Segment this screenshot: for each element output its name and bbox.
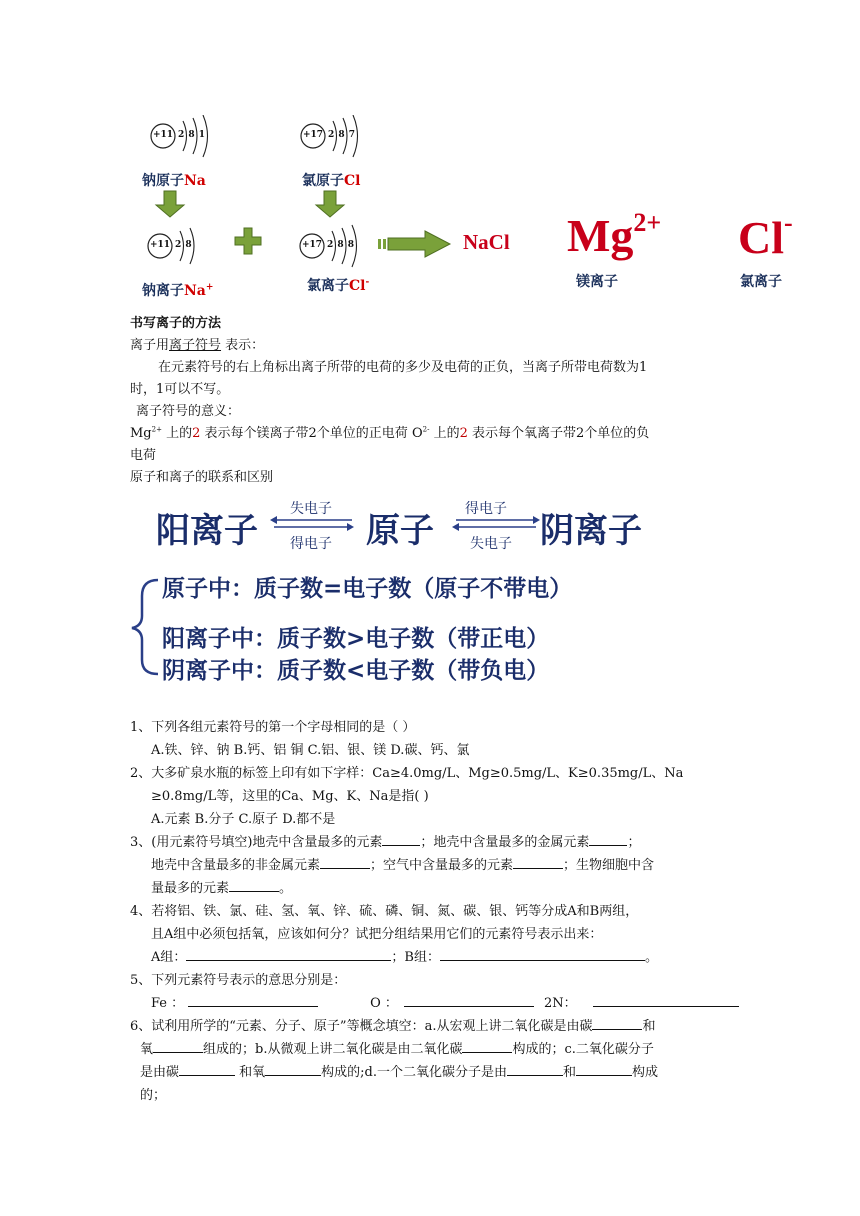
question-3: 3、(用元素符号填空)地壳中含量最多的元素 ；地壳中含量最多的金属元素 ； bbox=[130, 835, 641, 850]
answer-blank[interactable] bbox=[153, 1040, 203, 1053]
na-ion-label: 钠离子Na+ bbox=[142, 282, 214, 299]
cl-ion-symbol: Cl- bbox=[738, 208, 793, 263]
cation-label: 阳离子 bbox=[156, 511, 258, 551]
question-3-cont: 地壳中含量最多的非金属元素 ；空气中含量最多的元素 ；生物细胞中含 bbox=[151, 858, 655, 873]
nucleus-charge: +11 bbox=[150, 240, 171, 250]
shell-electrons: 2 8 1 bbox=[178, 130, 206, 140]
question-6-cont: 是由碳 和氧 构成的;d.一个二氧化碳分子是由 和 构成 bbox=[140, 1065, 659, 1080]
question-3-cont: 量最多的元素 。 bbox=[151, 881, 293, 896]
question-4-answer: A组： ；B组： 。 bbox=[151, 950, 658, 965]
question-5: 5、下列元素符号表示的意思分别是： bbox=[130, 973, 347, 988]
shell-electrons: 2 8 7 bbox=[328, 130, 356, 140]
answer-blank[interactable] bbox=[179, 1063, 235, 1076]
shell-electrons: 2 8 8 bbox=[327, 240, 355, 250]
cl-ion-label: 氯离子 bbox=[740, 274, 782, 290]
gain-electron-label: 得电子 bbox=[465, 501, 507, 517]
answer-blank[interactable] bbox=[229, 879, 279, 892]
question-2-cont: ≥0.8mg/L等，这里的Ca、Mg、K、Na是指( ) bbox=[151, 789, 429, 804]
answer-blank[interactable] bbox=[462, 1040, 512, 1053]
question-6-cont: 的； bbox=[140, 1088, 167, 1103]
notation-rule-cont: 时，1可以不写。 bbox=[130, 382, 230, 397]
cl-ion-label: 氯离子Cl- bbox=[307, 277, 370, 294]
atom-structure-figures bbox=[140, 115, 540, 300]
meaning-example: $Mg^{2+}$ 上的2 表示每个镁离子带2个单位的正电荷 $O^{2-}$ 上的2 表示每个氧离子带2个单位的负 bbox=[130, 425, 650, 441]
relation-row-cation: 阳离子中：质子数>电子数（带正电） bbox=[162, 626, 550, 652]
relation-row-atom: 原子中：质子数=电子数（原子不带电） bbox=[162, 576, 573, 602]
gain-electron-label: 得电子 bbox=[290, 536, 332, 552]
relation-title: 原子和离子的联系和区别 bbox=[130, 470, 274, 485]
question-1-options: A.铁、锌、钠 B.钙、铝 铜 C.铝、银、镁 D.碳、钙、氯 bbox=[151, 743, 470, 758]
double-arrow-icon bbox=[270, 516, 354, 531]
double-arrow-icon bbox=[452, 516, 540, 531]
answer-blank[interactable] bbox=[507, 1063, 563, 1076]
question-6: 6、试利用所学的“元素、分子、原子”等概念填空：a.从宏观上讲二氧化碳是由碳 和 bbox=[130, 1019, 656, 1034]
question-1: 1、下列各组元素符号的第一个字母相同的是（ ） bbox=[130, 720, 416, 735]
answer-blank[interactable] bbox=[592, 1017, 642, 1030]
nucleus-charge: +11 bbox=[153, 130, 174, 140]
curly-brace-icon bbox=[128, 578, 164, 676]
answer-blank[interactable] bbox=[404, 994, 534, 1007]
nacl-product: NaCl bbox=[463, 230, 510, 254]
ion-notation-line: 离子用离子符号 表示： bbox=[130, 338, 265, 353]
answer-blank[interactable] bbox=[513, 856, 563, 869]
meaning-title: 离子符号的意义： bbox=[136, 404, 241, 419]
answer-blank[interactable] bbox=[440, 948, 645, 961]
nucleus-charge: +17 bbox=[303, 130, 324, 140]
answer-blank[interactable] bbox=[186, 948, 391, 961]
relation-row-anion: 阴离子中：质子数<电子数（带负电） bbox=[162, 658, 550, 684]
meaning-example-cont: 电荷 bbox=[130, 448, 157, 463]
answer-blank[interactable] bbox=[320, 856, 370, 869]
nucleus-charge: +17 bbox=[302, 240, 323, 250]
double-arrows bbox=[270, 515, 542, 533]
cl-atom-label: 氯原子Cl bbox=[302, 173, 361, 189]
section-heading: 书写离子的方法 bbox=[130, 316, 222, 331]
question-2-options: A.元素 B.分子 C.原子 D.都不是 bbox=[151, 812, 336, 827]
shell-electrons: 2 8 bbox=[175, 240, 192, 250]
notation-rule: 在元素符号的右上角标出离子所带的电荷的多少及电荷的正负，当离子所带电荷数为1 bbox=[158, 360, 648, 375]
plus-icon bbox=[235, 228, 261, 254]
question-5-answer: Fe ： O ： 2N： bbox=[151, 992, 739, 1011]
question-6-cont: 氧 组成的；b.从微观上讲二氧化碳是由二氧化碳 构成的；c.二氧化碳分子 bbox=[140, 1042, 654, 1057]
answer-blank[interactable] bbox=[265, 1063, 321, 1076]
answer-blank[interactable] bbox=[576, 1063, 632, 1076]
right-arrow-icon bbox=[378, 231, 450, 257]
down-arrow-icon bbox=[156, 191, 184, 217]
question-4-cont: 且A组中必须包括氧，应该如何分？试把分组结果用它们的元素符号表示出来： bbox=[151, 927, 603, 942]
mg-ion-label: 镁离子 bbox=[576, 274, 618, 290]
down-arrow-icon bbox=[316, 191, 344, 217]
answer-blank[interactable] bbox=[188, 994, 318, 1007]
mg-ion-symbol: $Mg^{2+}$ bbox=[567, 208, 662, 261]
anion-label: 阴离子 bbox=[540, 511, 642, 551]
question-4: 4、若将铝、铁、氯、硅、氢、氧、锌、硫、磷、铜、氮、碳、银、钙等分成A和B两组， bbox=[130, 904, 639, 919]
lose-electron-label: 失电子 bbox=[470, 536, 512, 552]
answer-blank[interactable] bbox=[382, 833, 420, 846]
question-2: 2、大多矿泉水瓶的标签上印有如下字样：Ca≥4.0mg/L、Mg≥0.5mg/L、K≥0.35mg/L、Na bbox=[130, 766, 684, 781]
lose-electron-label: 失电子 bbox=[290, 501, 332, 517]
answer-blank[interactable] bbox=[593, 994, 739, 1007]
na-atom-label: 钠原子Na bbox=[142, 173, 206, 189]
atom-label: 原子 bbox=[366, 511, 434, 551]
answer-blank[interactable] bbox=[589, 833, 627, 846]
